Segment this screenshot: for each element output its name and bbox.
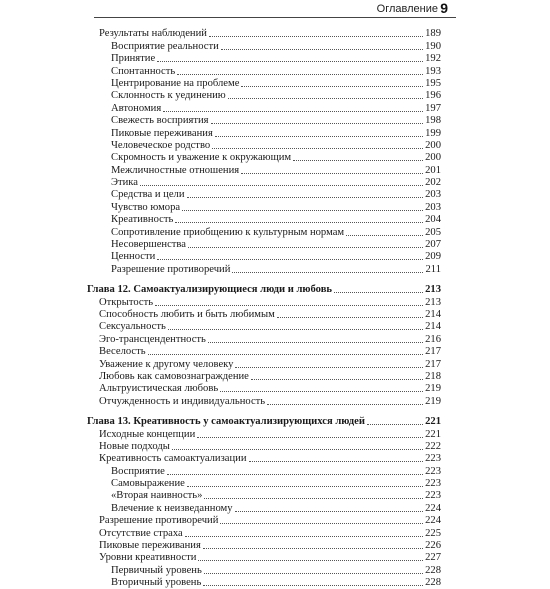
toc-entry-page: 221 xyxy=(425,428,441,440)
toc-entry-title: Первичный уровень xyxy=(111,564,202,576)
toc-entry-title: Результаты наблюдений xyxy=(99,28,207,40)
toc-entry[interactable] xyxy=(87,552,441,564)
dot-leader xyxy=(168,329,423,330)
toc-entry-page: 189 xyxy=(425,28,441,40)
toc-entry[interactable] xyxy=(87,214,441,226)
toc-entry-title: Отчужденность и индивидуальность xyxy=(99,395,266,407)
dot-leader xyxy=(167,474,423,475)
dot-leader xyxy=(346,235,423,236)
toc-entry-title: Скромность и уважение к окружающим xyxy=(111,152,292,164)
toc-entry-title: Сопротивление приобщению к культурным нормам xyxy=(111,226,345,238)
toc-entry-page: 196 xyxy=(425,90,441,102)
toc-entry-page: 223 xyxy=(425,490,441,502)
dot-leader xyxy=(211,123,423,124)
toc-entry[interactable] xyxy=(87,358,441,370)
toc-entry-page: 216 xyxy=(425,333,441,345)
toc-entry-title: Этика xyxy=(111,177,138,189)
dot-leader xyxy=(175,222,423,223)
toc-entry-title: Пиковые переживания xyxy=(99,540,201,552)
dot-leader xyxy=(155,305,423,306)
toc-entry-title: Глава 13. Креативность у самоактуализирующихся людей xyxy=(87,416,365,428)
toc-entry[interactable] xyxy=(87,321,441,333)
dot-leader xyxy=(188,247,423,248)
dot-leader xyxy=(157,61,423,62)
toc-entry[interactable] xyxy=(87,177,441,189)
toc-entry[interactable] xyxy=(87,239,441,251)
dot-leader xyxy=(334,292,423,293)
dot-leader xyxy=(148,354,423,355)
toc-entry-title: Чувство юмора xyxy=(111,201,181,213)
dot-leader xyxy=(220,523,423,524)
toc-entry-page: 222 xyxy=(425,440,441,452)
toc-entry[interactable] xyxy=(87,577,441,589)
dot-leader xyxy=(182,210,423,211)
toc-entry[interactable] xyxy=(87,309,441,321)
toc-entry-title: Пиковые переживания xyxy=(111,127,213,139)
toc-entry-page: 197 xyxy=(425,102,441,114)
toc-entry[interactable] xyxy=(87,490,441,502)
dot-leader xyxy=(215,136,423,137)
header-rule xyxy=(94,17,456,18)
toc-entry[interactable] xyxy=(87,371,441,383)
toc-entry-title: Глава 12. Самоактуализирующиеся люди и любовь xyxy=(87,284,333,296)
toc-entry-page: 200 xyxy=(425,139,441,151)
chapter-gap xyxy=(87,408,441,416)
toc-entry-title: Исходные концепции xyxy=(99,428,196,440)
toc-entry[interactable] xyxy=(87,53,441,65)
dot-leader xyxy=(187,197,423,198)
toc-entry[interactable] xyxy=(87,115,441,127)
toc-entry-title: Спонтанность xyxy=(111,65,176,77)
dot-leader xyxy=(157,259,423,260)
toc-entry-page: 203 xyxy=(425,201,441,213)
dot-leader xyxy=(140,185,423,186)
toc-entry-page: 224 xyxy=(425,515,441,527)
toc-entry-page: 199 xyxy=(425,127,441,139)
toc-entry-title: Разрешение противоречий xyxy=(99,515,219,527)
toc-entry-title: Разрешение противоречий xyxy=(111,263,231,275)
toc-entry-title: Средства и цели xyxy=(111,189,185,201)
dot-leader xyxy=(249,461,423,462)
toc-entry-title: Несовершенства xyxy=(111,239,186,251)
toc-entry-title: Веселость xyxy=(99,346,146,358)
toc-entry-page: 202 xyxy=(425,177,441,189)
toc-entry-page: 207 xyxy=(425,239,441,251)
toc-entry-page: 228 xyxy=(425,564,441,576)
toc-entry-title: Восприятие xyxy=(111,465,165,477)
toc-entry-title: Альтруистическая любовь xyxy=(99,383,219,395)
dot-leader xyxy=(209,36,423,37)
dot-leader xyxy=(251,379,423,380)
toc-entry[interactable] xyxy=(87,140,441,152)
toc-entry[interactable] xyxy=(87,441,441,453)
toc-entry-page: 193 xyxy=(425,65,441,77)
toc-entry-title: Креативность самоактуализации xyxy=(99,453,247,465)
dot-leader xyxy=(367,424,423,425)
toc-entry[interactable] xyxy=(87,164,441,176)
toc-entry-title: Центрирование на проблеме xyxy=(111,77,240,89)
toc-entry-title: Свежесть восприятия xyxy=(111,115,209,127)
toc-entry-title: Сексуальность xyxy=(99,321,166,333)
toc-entry[interactable] xyxy=(87,102,441,114)
toc-entry-page: 226 xyxy=(425,540,441,552)
toc-entry[interactable] xyxy=(87,296,441,308)
toc-entry[interactable] xyxy=(87,201,441,213)
toc-entry[interactable] xyxy=(87,478,441,490)
toc-entry-title: Влечение к неизведанному xyxy=(111,502,233,514)
toc-entry-title: Межличностные отношения xyxy=(111,164,240,176)
running-header-title: Оглавление xyxy=(376,3,438,15)
toc-entry[interactable] xyxy=(87,395,441,407)
toc-entry-page: 192 xyxy=(425,53,441,65)
toc-entry-page: 209 xyxy=(425,251,441,263)
toc-entry[interactable] xyxy=(87,65,441,77)
toc-entry[interactable] xyxy=(87,502,441,514)
toc-entry-title: «Вторая наивность» xyxy=(111,490,203,502)
toc-entry-title: Отсутствие страха xyxy=(99,527,183,539)
toc-entry-page: 221 xyxy=(425,416,441,428)
toc-entry-page: 190 xyxy=(425,40,441,52)
dot-leader xyxy=(221,49,423,50)
toc-entry-title: Вторичный уровень xyxy=(111,577,202,589)
toc-entry-page: 201 xyxy=(425,164,441,176)
toc-entry-page: 218 xyxy=(425,370,441,382)
toc-entry[interactable] xyxy=(87,333,441,345)
dot-leader xyxy=(241,86,423,87)
dot-leader xyxy=(163,111,423,112)
toc-entry[interactable] xyxy=(87,453,441,465)
running-header xyxy=(0,0,550,20)
toc-entry-page: 224 xyxy=(425,502,441,514)
toc-entry[interactable] xyxy=(87,251,441,263)
toc-entry-page: 198 xyxy=(425,115,441,127)
dot-leader xyxy=(241,173,423,174)
dot-leader xyxy=(235,367,423,368)
toc-entry[interactable] xyxy=(87,28,441,40)
dot-leader xyxy=(172,449,423,450)
toc-entry[interactable] xyxy=(87,527,441,539)
toc-entry-title: Эго-трансцендентность xyxy=(99,333,206,345)
toc-entry-page: 228 xyxy=(425,577,441,589)
toc-entry[interactable] xyxy=(87,346,441,358)
toc-entry-page: 219 xyxy=(425,395,441,407)
toc-entry[interactable] xyxy=(87,428,441,440)
toc-entry-page: 213 xyxy=(425,284,441,296)
toc-entry-page: 205 xyxy=(425,226,441,238)
toc-entry-page: 214 xyxy=(425,308,441,320)
dot-leader xyxy=(235,511,423,512)
toc-entry-page: 211 xyxy=(425,263,441,275)
toc-entry-page: 204 xyxy=(425,214,441,226)
toc-entry-title: Автономия xyxy=(111,102,162,114)
toc-entry-title: Уровни креативности xyxy=(99,552,197,564)
toc-entry[interactable] xyxy=(87,564,441,576)
toc-entry-title: Способность любить и быть любимым xyxy=(99,308,275,320)
dot-leader xyxy=(293,160,423,161)
dot-leader xyxy=(203,585,423,586)
dot-leader xyxy=(228,98,423,99)
page-number: 9 xyxy=(440,0,448,16)
toc-entry-page: 217 xyxy=(425,346,441,358)
toc-entry-title: Креативность xyxy=(111,214,174,226)
dot-leader xyxy=(198,560,423,561)
dot-leader xyxy=(208,342,423,343)
toc-entry-title: Склонность к уединению xyxy=(111,90,226,102)
toc-entry[interactable] xyxy=(87,465,441,477)
toc-entry-page: 213 xyxy=(425,296,441,308)
dot-leader xyxy=(232,272,423,273)
toc-entry-page: 225 xyxy=(425,527,441,539)
dot-leader xyxy=(187,486,423,487)
toc-entry[interactable] xyxy=(87,40,441,52)
toc-entry-page: 223 xyxy=(425,453,441,465)
toc-entry-page: 227 xyxy=(425,552,441,564)
toc-entry[interactable] xyxy=(87,263,441,275)
dot-leader xyxy=(204,573,423,574)
toc-entry-page: 223 xyxy=(425,478,441,490)
toc-entry[interactable] xyxy=(87,189,441,201)
dot-leader xyxy=(197,437,423,438)
dot-leader xyxy=(185,536,423,537)
toc-entry-title: Самовыражение xyxy=(111,478,185,490)
toc-entry-title: Восприятие реальности xyxy=(111,40,219,52)
dot-leader xyxy=(267,404,423,405)
dot-leader xyxy=(177,74,423,75)
dot-leader xyxy=(203,548,423,549)
toc-entry[interactable] xyxy=(87,152,441,164)
toc-entry-page: 223 xyxy=(425,465,441,477)
toc-entry-title: Принятие xyxy=(111,53,156,65)
toc-entry-title: Человеческое родство xyxy=(111,139,211,151)
toc-entry-title: Любовь как самовознаграждение xyxy=(99,370,249,382)
toc-entry[interactable] xyxy=(87,383,441,395)
toc-entry[interactable] xyxy=(87,540,441,552)
toc-entry-page: 200 xyxy=(425,152,441,164)
toc-entry-page: 217 xyxy=(425,358,441,370)
dot-leader xyxy=(277,317,423,318)
toc-entry[interactable] xyxy=(87,515,441,527)
toc-entry-page: 195 xyxy=(425,77,441,89)
toc-entry[interactable] xyxy=(87,226,441,238)
toc-entry-title: Открытость xyxy=(99,296,154,308)
toc-entry-page: 214 xyxy=(425,321,441,333)
dot-leader xyxy=(212,148,423,149)
toc-entry-page: 203 xyxy=(425,189,441,201)
toc-entry-title: Новые подходы xyxy=(99,440,170,452)
toc-entry[interactable] xyxy=(87,127,441,139)
dot-leader xyxy=(220,391,423,392)
chapter-gap xyxy=(87,276,441,284)
chapter-heading[interactable] xyxy=(87,416,441,428)
chapter-heading[interactable] xyxy=(87,284,441,296)
table-of-contents xyxy=(87,28,441,589)
toc-entry[interactable] xyxy=(87,90,441,102)
toc-entry[interactable] xyxy=(87,78,441,90)
toc-entry-title: Уважение к другому человеку xyxy=(99,358,234,370)
dot-leader xyxy=(204,498,423,499)
toc-entry-page: 219 xyxy=(425,383,441,395)
toc-entry-title: Ценности xyxy=(111,251,156,263)
